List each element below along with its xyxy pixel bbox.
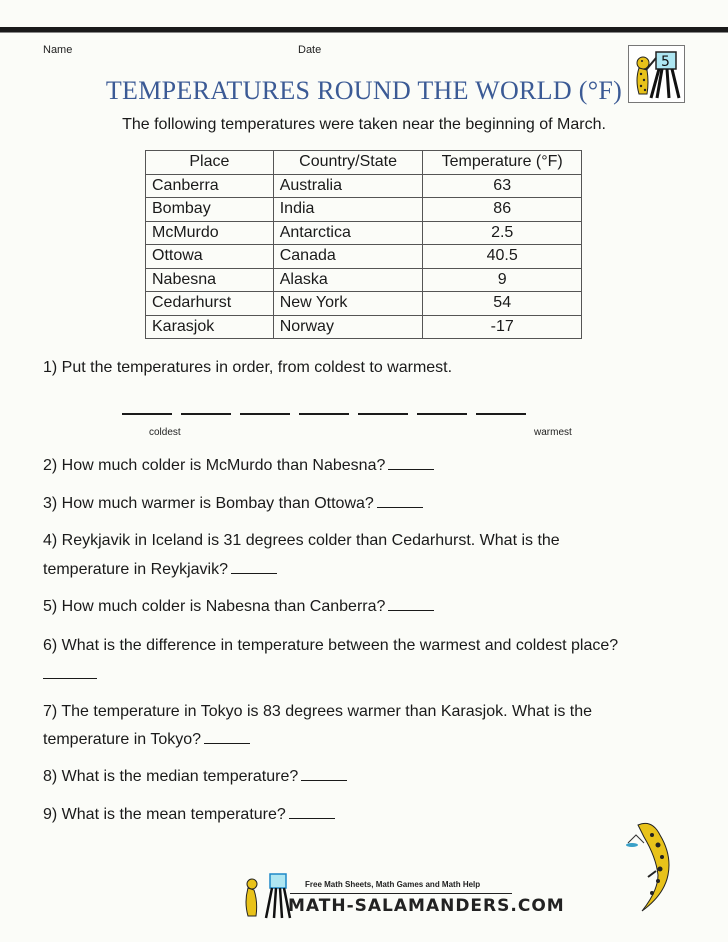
question-4-line-1: 4) Reykjavik in Iceland is 31 degrees colder than Cedarhurst. What is the	[43, 532, 560, 549]
answer-blank[interactable]	[388, 455, 434, 470]
place-cell: McMurdo	[146, 221, 274, 245]
column-header-temperature: Temperature (°F)	[423, 151, 582, 175]
footer-divider	[290, 893, 512, 894]
footer-tagline: Free Math Sheets, Math Games and Math Help	[305, 880, 481, 889]
answer-blank[interactable]	[476, 405, 526, 415]
table-row	[146, 292, 582, 316]
question-7-line-2: temperature in Tokyo?	[43, 725, 703, 754]
place-cell: Cedarhurst	[146, 292, 274, 316]
answer-blank[interactable]	[240, 405, 290, 415]
country-cell: Antarctica	[273, 221, 423, 245]
top-border-rule	[0, 27, 728, 33]
table-row	[146, 221, 582, 245]
column-header-place: Place	[146, 151, 274, 175]
country-cell: India	[273, 198, 423, 222]
page-title: TEMPERATURES ROUND THE WORLD (°F)	[105, 76, 623, 105]
table-row	[146, 198, 582, 222]
country-cell: Australia	[273, 174, 423, 198]
table-row	[146, 174, 582, 198]
temperature-cell: 40.5	[423, 245, 582, 269]
coldest-label: coldest	[149, 427, 181, 438]
warmest-label: warmest	[534, 427, 572, 438]
table-header-row	[146, 151, 582, 175]
answer-blank[interactable]	[289, 804, 335, 819]
place-cell: Bombay	[146, 198, 274, 222]
footer-site-link[interactable]: MATH-SALAMANDERS.COM	[288, 896, 565, 916]
temperature-cell: 2.5	[423, 221, 582, 245]
date-label: Date	[298, 44, 322, 56]
column-header-country: Country/State	[273, 151, 423, 175]
table-row	[146, 315, 582, 339]
question-6: 6) What is the difference in temperature between the warmest and coldest place?	[43, 637, 619, 654]
answer-blank[interactable]	[358, 405, 408, 415]
country-cell: New York	[273, 292, 423, 316]
intro-text: The following temperatures were taken near the beginning of March.	[122, 116, 606, 133]
place-cell: Nabesna	[146, 268, 274, 292]
answer-blank[interactable]	[231, 559, 277, 574]
question-1: 1) Put the temperatures in order, from coldest to warmest.	[43, 359, 453, 376]
temperature-table	[145, 150, 582, 339]
question-2: 2) How much colder is McMurdo than Nabesna?	[43, 451, 703, 480]
temperature-cell: 63	[423, 174, 582, 198]
place-cell: Canberra	[146, 174, 274, 198]
temperature-cell: 86	[423, 198, 582, 222]
answer-blank[interactable]	[43, 664, 97, 679]
answer-blank[interactable]	[377, 493, 423, 508]
question-3: 3) How much warmer is Bombay than Ottowa?	[43, 489, 703, 518]
question-9: 9) What is the mean temperature?	[43, 800, 703, 829]
answer-blank[interactable]	[181, 405, 231, 415]
svg-text:5: 5	[661, 54, 670, 70]
name-label: Name	[43, 44, 73, 56]
answer-blank[interactable]	[301, 766, 347, 781]
salamander-scales-icon	[622, 815, 692, 915]
answer-blank[interactable]	[204, 729, 250, 744]
country-cell: Alaska	[273, 268, 423, 292]
question-7-line-1: 7) The temperature in Tokyo is 83 degrees warmer than Karasjok. What is the	[43, 703, 593, 720]
table-row	[146, 245, 582, 269]
temperature-cell: -17	[423, 315, 582, 339]
question-4-line-2: temperature in Reykjavik?	[43, 555, 703, 584]
question-8: 8) What is the median temperature?	[43, 762, 703, 791]
answer-blank[interactable]	[299, 405, 349, 415]
temperature-cell: 54	[423, 292, 582, 316]
country-cell: Norway	[273, 315, 423, 339]
place-cell: Ottowa	[146, 245, 274, 269]
place-cell: Karasjok	[146, 315, 274, 339]
order-answer-blanks	[122, 405, 526, 415]
question-5: 5) How much colder is Nabesna than Canberra?	[43, 592, 703, 621]
country-cell: Canada	[273, 245, 423, 269]
answer-blank[interactable]	[122, 405, 172, 415]
table-row	[146, 268, 582, 292]
question-6-answer	[43, 660, 703, 689]
answer-blank[interactable]	[388, 596, 434, 611]
temperature-cell: 9	[423, 268, 582, 292]
answer-blank[interactable]	[417, 405, 467, 415]
